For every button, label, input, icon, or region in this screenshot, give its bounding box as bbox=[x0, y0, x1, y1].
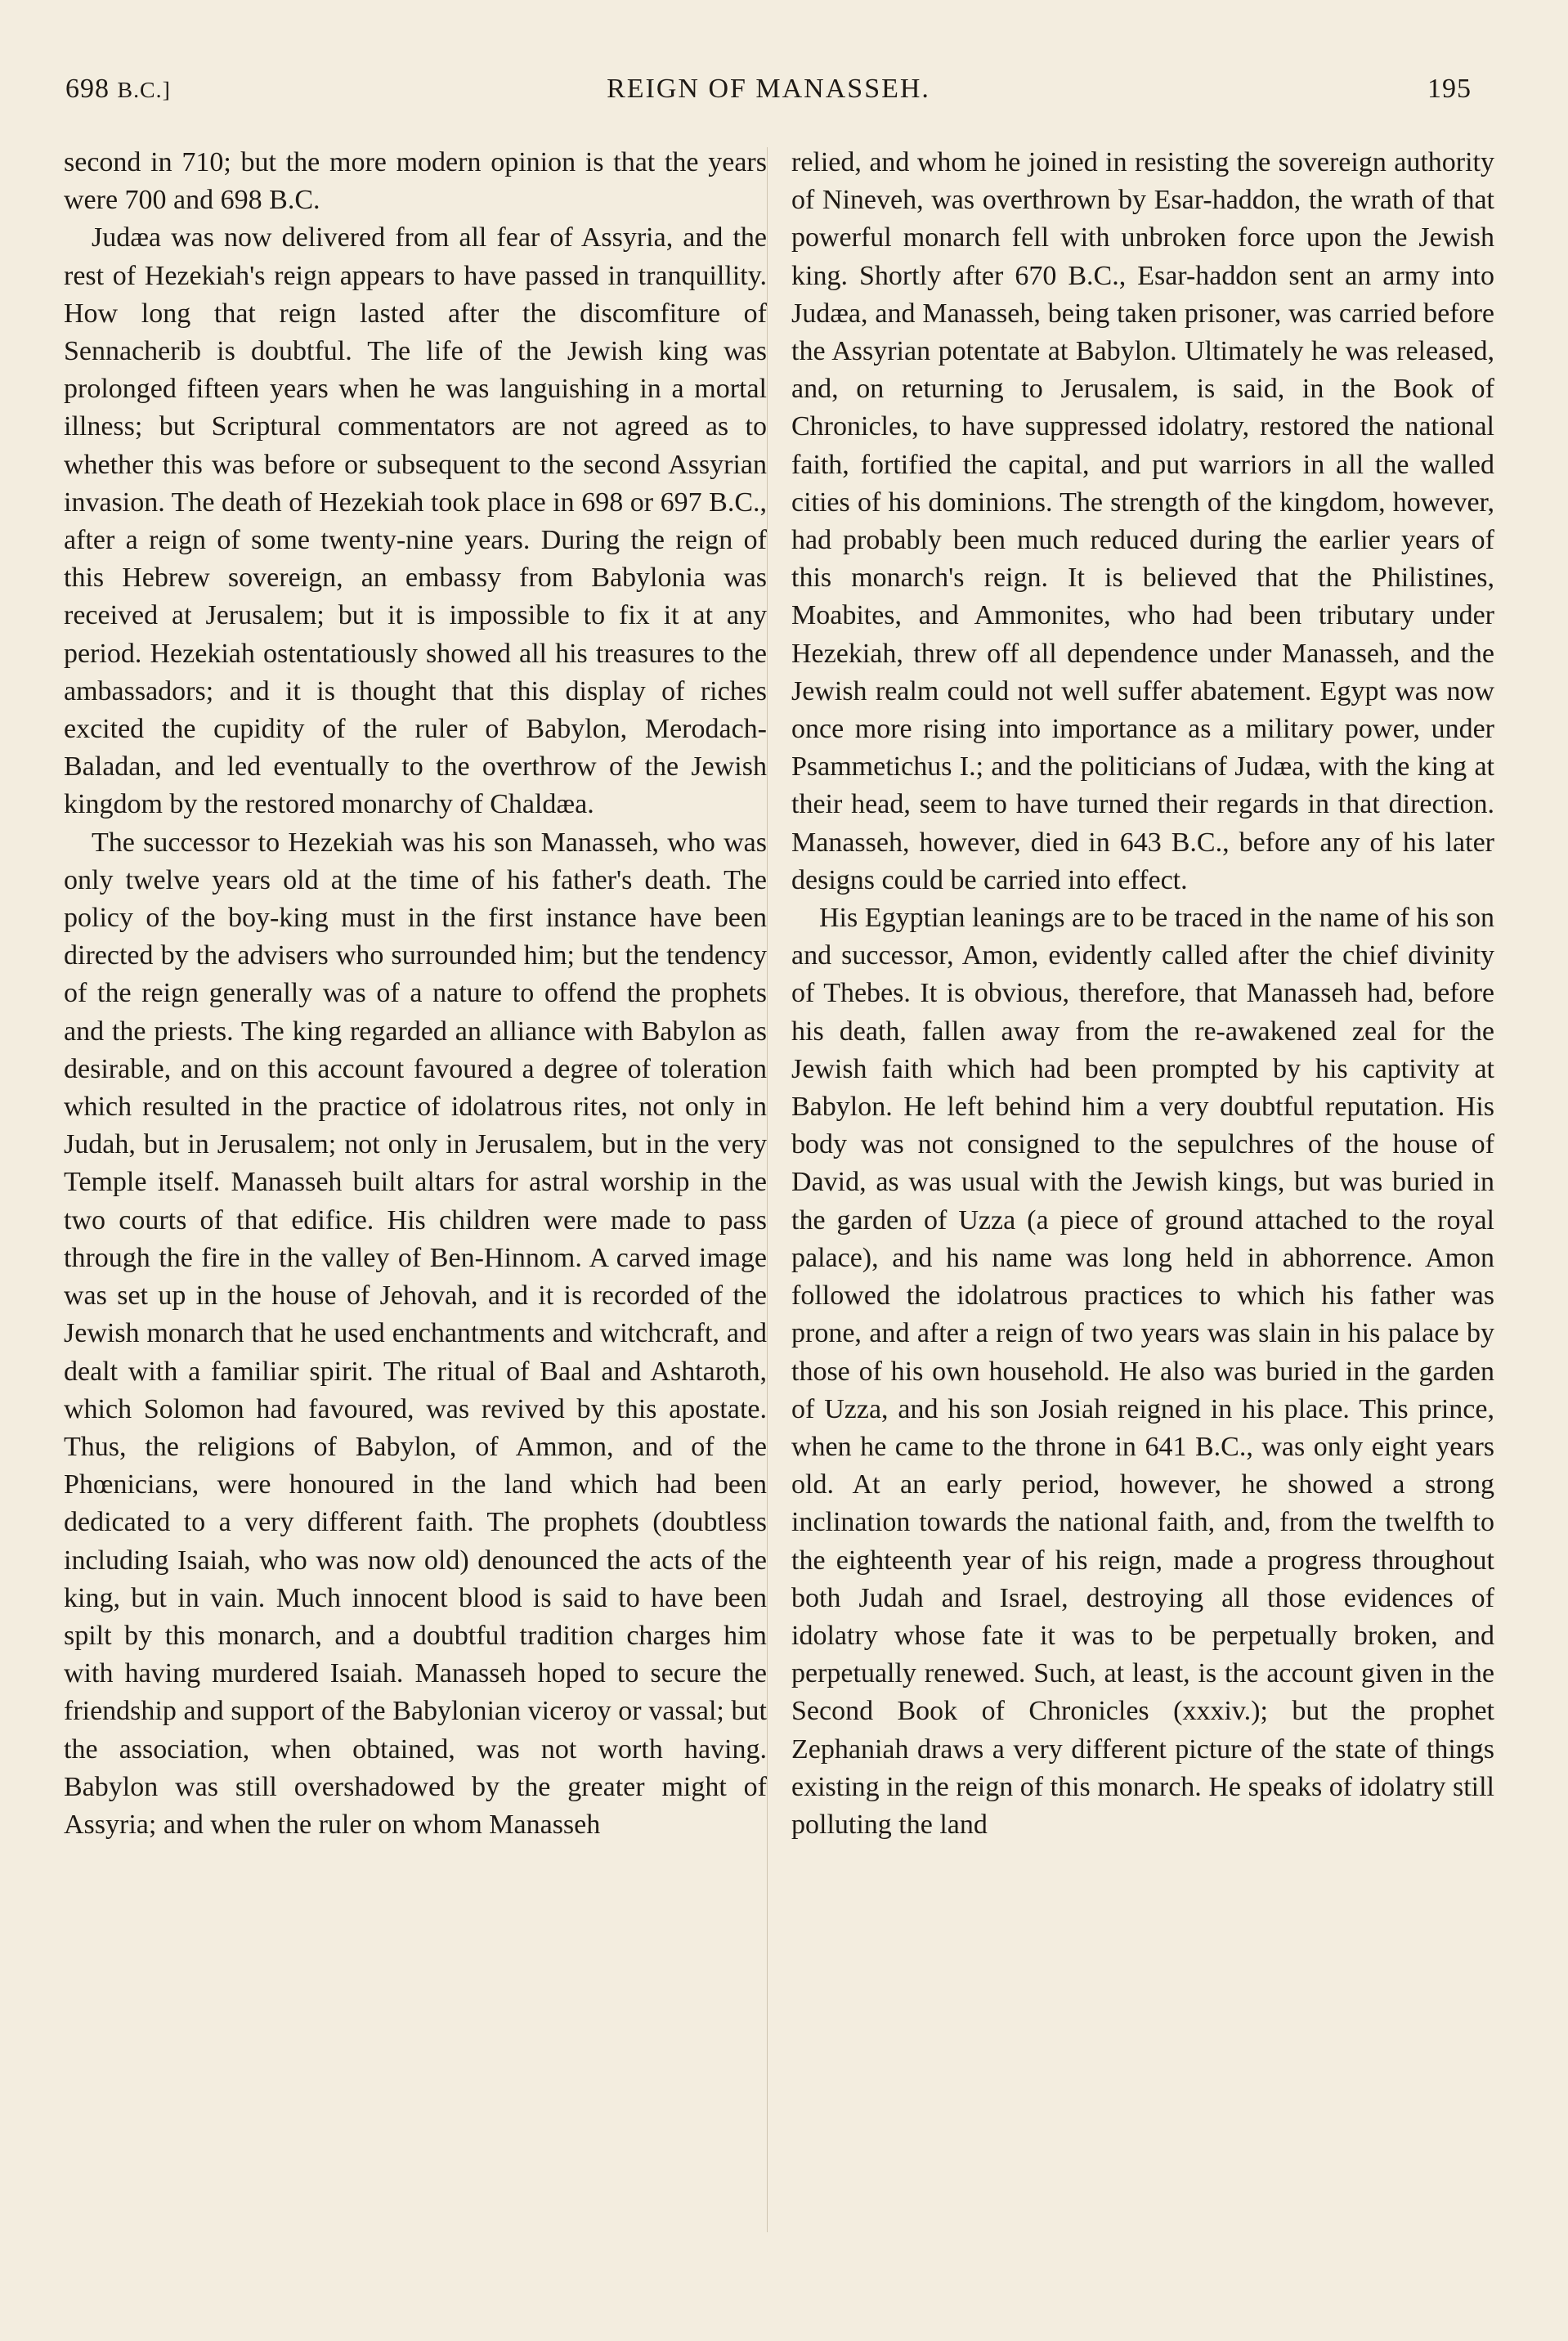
header-year: 698 bbox=[65, 74, 110, 104]
left-column bbox=[64, 144, 767, 1844]
paragraph: His Egyptian leanings are to be traced in the name of his son and successor, Amon, evidently called after the chief divinity of Thebes. It is obvious, therefore, that Manasseh had, before his death, fallen away from the re-awakened zeal for the Jewish faith which had been prompted by his captivity at Babylon. He left behind him a very doubtful reputation. His body was not consigned to the sepulchres of the house of David, as was usual with the Jewish kings, but was buried in the garden of Uzza (a piece of ground attached to the royal palace), and his name was long held in abhorrence. Amon followed the idolatrous practices to which his father was prone, and after a reign of two years was slain in his palace by those of his own household. He also was buried in the garden of Uzza, and his son Josiah reigned in his place. This prince, when he came to the throne in 641 B.C., was only eight years old. At an early period, however, he showed a strong inclination towards the national faith, and, from the twelfth to the eighteenth year of his reign, made a progress throughout both Judah and Israel, destroying all those evidences of idolatry whose fate it was to be perpetually broken, and perpetually renewed. Such, at least, is the account given in the Second Book of Chronicles (xxxiv.); but the prophet Zephaniah draws a very different picture of the state of things existing in the reign of this monarch. He speaks of idolatry still polluting the land bbox=[791, 903, 1494, 1840]
page-number: 195 bbox=[1427, 74, 1472, 104]
right-column bbox=[791, 144, 1494, 1844]
header-bc: B.C.] bbox=[117, 78, 171, 103]
running-header bbox=[65, 74, 1472, 114]
paragraph: The successor to Hezekiah was his son Manasseh, who was only twelve years old at the time of his father's death. The policy of the boy-king must in the first instance have been directed by the advisers who surrounded him; but the tendency of the reign generally was of a nature to offend the prophets and the priests. The king regarded an alliance with Babylon as desirable, and on this account favoured a degree of toleration which resulted in the practice of idolatrous rites, not only in Judah, but in Jerusalem; not only in Jerusalem, but in the very Temple itself. Manasseh built altars for astral worship in the two courts of that edifice. His children were made to pass through the fire in the valley of Ben-Hinnom. A carved image was set up in the house of Jehovah, and it is recorded of the Jewish monarch that he used enchantments and witchcraft, and dealt with a familiar spirit. The ritual of Baal and Ashtaroth, which Solomon had favoured, was revived by this apostate. Thus, the religions of Babylon, of Ammon, and of the Phœnicians, were honoured in the land which had been dedicated to a very different faith. The prophets (doubtless including Isaiah, who was now old) denounced the acts of the king, but in vain. Much innocent blood is said to have been spilt by this monarch, and a doubtful tradition charges him with having murdered Isaiah. Manasseh hoped to secure the friendship and support of the Babylonian viceroy or vassal; but the association, when obtained, was not worth having. Babylon was still overshadowed by the greater might of Assyria; and when the ruler on whom Manasseh bbox=[64, 827, 767, 1840]
column-divider bbox=[767, 147, 768, 2232]
page-title: REIGN OF MANASSEH. bbox=[607, 74, 930, 104]
paragraph: Judæa was now delivered from all fear of Assyria, and the rest of Hezekiah's reign appears to have passed in tranquillity. How long that reign lasted after the discomfiture of Sennacherib is doubtful. The life of the Jewish king was prolonged fifteen years when he was languishing in a mortal illness; but Scriptural commentators are not agreed as to whether this was before or subsequent to the second Assyrian invasion. The death of Hezekiah took place in 698 or 697 B.C., after a reign of some twenty-nine years. During the reign of this Hebrew sovereign, an embassy from Babylonia was received at Jerusalem; but it is impossible to fix it at any period. Hezekiah ostentatiously showed all his treasures to the ambassadors; and it is thought that this display of riches excited the cupidity of the ruler of Babylon, Merodach-Baladan, and led eventually to the overthrow of the Jewish kingdom by the restored monarchy of Chaldæa. bbox=[64, 222, 767, 820]
paragraph: second in 710; but the more modern opinion is that the years were 700 and 698 B.C. bbox=[64, 147, 767, 216]
paragraph: relied, and whom he joined in resisting the sovereign authority of Nineveh, was overthrown by Esar-haddon, the wrath of that powerful monarch fell with unbroken force upon the Jewish king. Shortly after 670 B.C., Esar-haddon sent an army into Judæa, and Manasseh, being taken prisoner, was carried before the Assyrian potentate at Babylon. Ultimately he was released, and, on returning to Jerusalem, is said, in the Book of Chronicles, to have suppressed idolatry, restored the national faith, fortified the capital, and put warriors in all the walled cities of his dominions. The strength of the kingdom, however, had probably been much reduced during the earlier years of this monarch's reign. It is believed that the Philistines, Moabites, and Ammonites, who had been tributary under Hezekiah, threw off all dependence under Manasseh, and the Jewish realm could not well suffer abatement. Egypt was now once more rising into importance as a military power, under Psammetichus I.; and the politicians of Judæa, with the king at their head, seem to have turned their regards in that direction. Manasseh, however, died in 643 B.C., before any of his later designs could be carried into effect. bbox=[791, 147, 1494, 895]
